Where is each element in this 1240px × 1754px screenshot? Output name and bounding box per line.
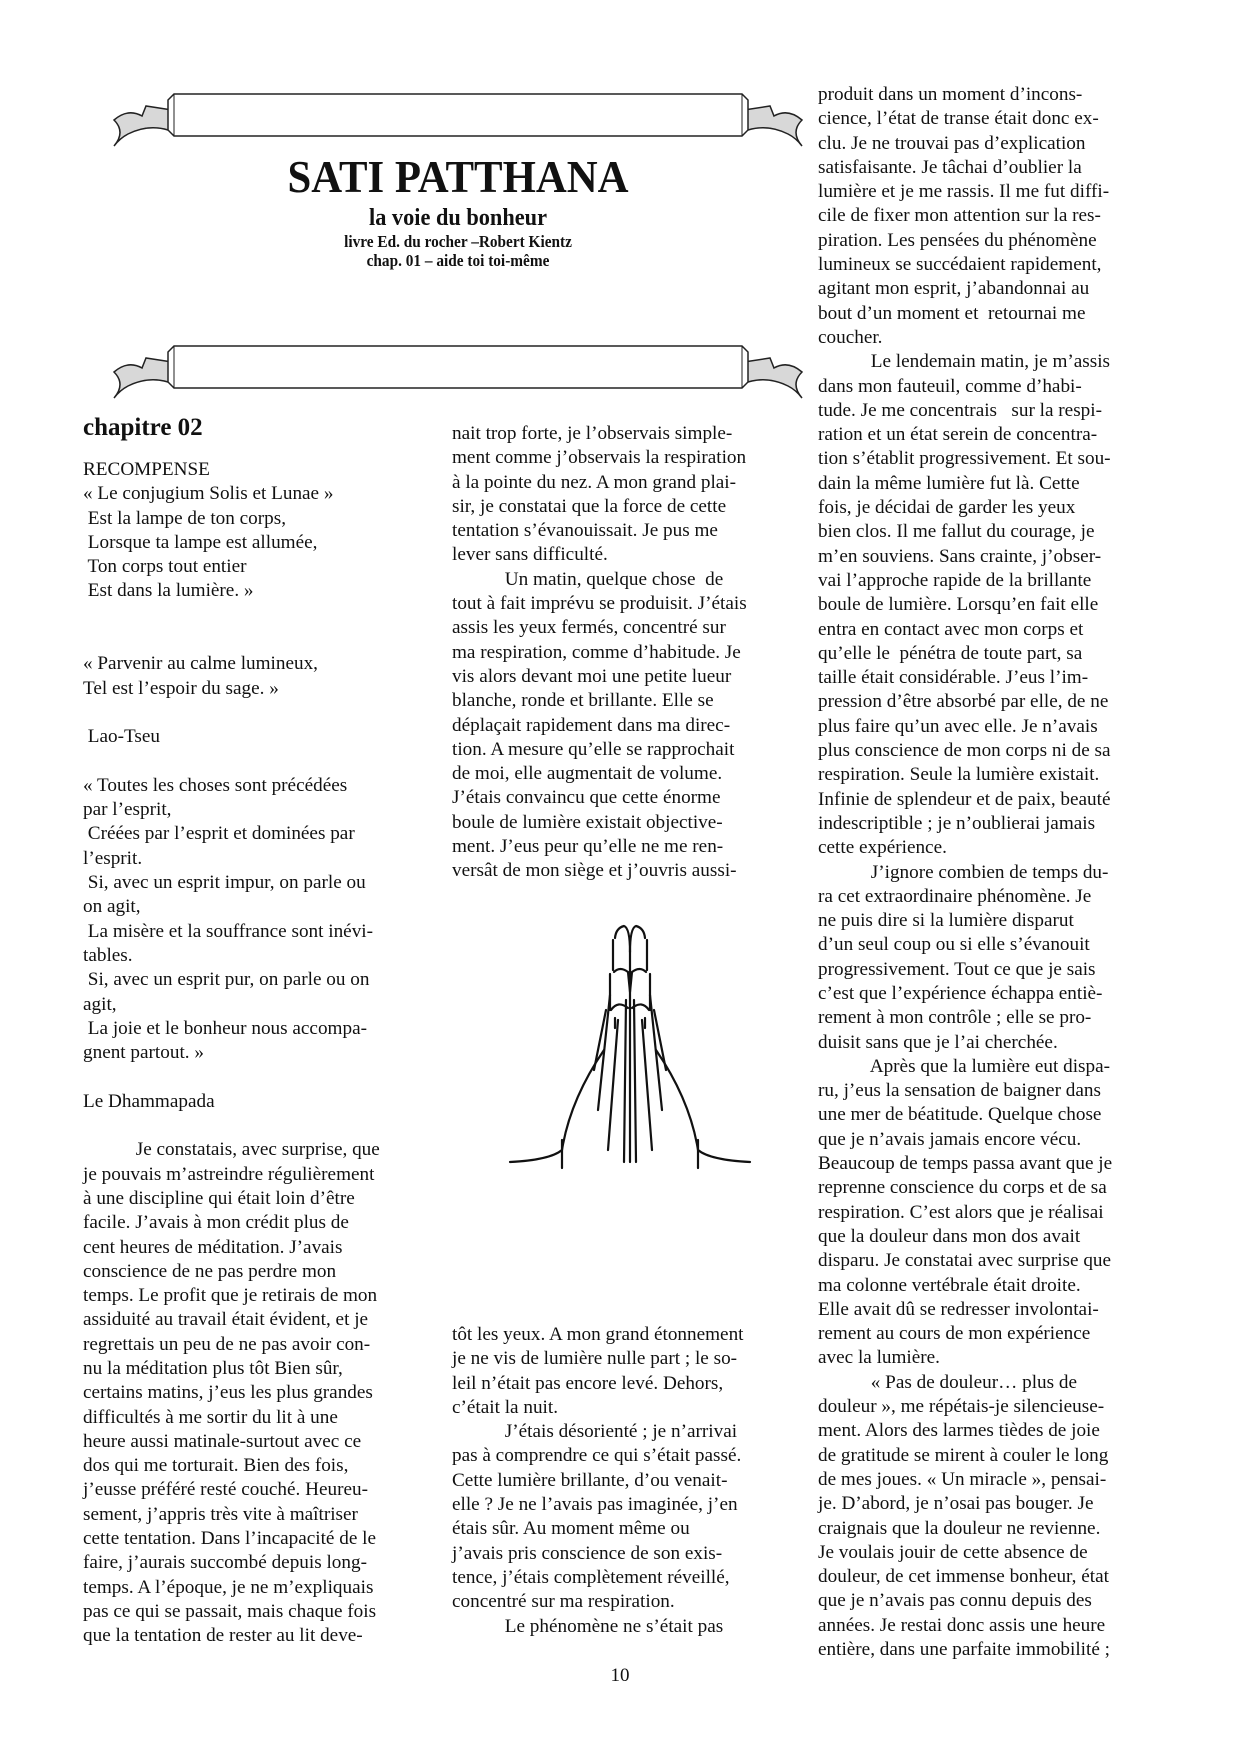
text-line: cent heures de méditation. J’avais — [83, 1236, 343, 1258]
text-line: cette tentation. Dans l’incapacité de le — [83, 1528, 377, 1550]
book-credit: livre Ed. du rocher –Robert Kientz — [344, 232, 572, 251]
text-line: pas à comprendre ce qui s’était passé. — [452, 1445, 742, 1467]
document-title: SATI PATTHANA — [287, 151, 629, 202]
text-line: taille était considérable. J’eus l’im- — [818, 667, 1089, 689]
text-line: plus conscience de mon corps ni de sa — [818, 740, 1111, 762]
text-line — [83, 1065, 438, 1089]
title-block — [108, 150, 808, 270]
text-line: j’avais pris conscience de son exis- — [452, 1542, 723, 1564]
text-line: regrettais un peu de ne pas avoir con- — [83, 1333, 371, 1355]
text-line: Infinie de splendeur et de paix, beauté — [818, 788, 1111, 810]
text-line: c’était la nuit. — [452, 1396, 559, 1418]
text-line: Lorsque ta lampe est allumée, — [83, 531, 318, 553]
text-line: reprenne conscience du corps et de sa — [818, 1177, 1107, 1199]
text-line: d’un seul coup ou si elle s’évanouit — [818, 934, 1090, 956]
text-line: duisit sans que je l’ai cherchée. — [818, 1031, 1058, 1053]
text-line: je ne vis de lumière nulle part ; le so- — [452, 1348, 738, 1370]
text-line: Lao-Tseu — [83, 726, 160, 748]
scroll-banner-bottom — [108, 340, 808, 402]
text-line: on agit, — [83, 896, 141, 918]
text-line: tion s’établit progressivement. Et sou- — [818, 448, 1111, 470]
text-line: lumière et je me rassis. Il me fut diffi- — [818, 181, 1110, 203]
text-line: agit, — [83, 993, 117, 1015]
text-line: par l’esprit, — [83, 799, 172, 821]
text-line: que je n’avais jamais encore vécu. — [818, 1128, 1082, 1150]
text-line: années. Je restai donc assis une heure — [818, 1614, 1106, 1636]
text-line: l’esprit. — [83, 847, 143, 869]
text-line: rement au cours de mon expérience — [818, 1323, 1091, 1345]
text-line: que la douleur dans mon dos avait — [818, 1225, 1081, 1247]
text-line: J’étais désorienté ; je n’arrivai — [452, 1421, 738, 1443]
text-line: Si, avec un esprit pur, on parle ou on — [83, 969, 370, 991]
text-line: « Le conjugium Solis et Lunae » — [83, 483, 334, 505]
text-line: ration et un état serein de concentra- — [818, 424, 1098, 446]
praying-hands-figure — [470, 900, 790, 1180]
text-line: de gratitude se mirent à couler le long — [818, 1444, 1109, 1466]
text-line: que je n’avais pas connu depuis des — [818, 1590, 1092, 1612]
text-line: concentré sur ma respiration. — [452, 1591, 675, 1613]
text-line: de moi, elle augmentait de volume. — [452, 763, 723, 785]
text-line: Elle avait dû se redresser involontai- — [818, 1298, 1099, 1320]
text-line: tout à fait imprévu se produisit. J’étais — [452, 593, 747, 615]
text-line: vis alors devant moi une petite lueur — [452, 665, 732, 687]
text-line: blanche, ronde et brillante. Elle se — [452, 690, 714, 712]
text-line: assis les yeux fermés, concentré sur — [452, 617, 726, 639]
text-line: une mer de béatitude. Quelque chose — [818, 1104, 1102, 1126]
text-line: c’est que l’expérience échappa entiè- — [818, 982, 1103, 1004]
text-line: produit dans un moment d’incons- — [818, 84, 1083, 105]
text-line: fois, je décidai de garder les yeux — [818, 497, 1076, 519]
text-line: elle ? Je ne l’avais pas imaginée, j’en — [452, 1494, 738, 1516]
text-line: Est la lampe de ton corps, — [83, 507, 287, 529]
text-line: agitant mon esprit, j’abandonnai au — [818, 278, 1090, 300]
text-line: lever sans difficulté. — [452, 544, 608, 566]
text-line: vai l’approche rapide de la brillante — [818, 569, 1092, 591]
document-subtitle: la voie du bonheur — [368, 205, 547, 231]
column-1-body — [83, 458, 438, 1649]
text-column-1 — [83, 410, 438, 1649]
ribbon-banner-icon — [108, 88, 808, 150]
text-line — [83, 604, 438, 628]
text-line: respiration. Seule la lumière existait. — [818, 764, 1100, 786]
text-line: ma respiration, comme d’habitude. Je — [452, 641, 741, 663]
text-line: tentation s’évanouissait. Je pus me — [452, 520, 718, 542]
text-line: craignais que la douleur ne revienne. — [818, 1517, 1101, 1539]
text-line: ment. J’eus peur qu’elle ne me ren- — [452, 836, 724, 858]
text-line — [83, 701, 438, 725]
text-column-3 — [818, 83, 1176, 1662]
text-line: déplaçait rapidement dans ma direc- — [452, 714, 731, 736]
text-line: facile. J’avais à mon crédit plus de — [83, 1212, 349, 1234]
text-line: sir, je constatai que la force de cette — [452, 495, 727, 517]
text-line: dain la même lumière fut là. Cette — [818, 472, 1080, 494]
text-line: ru, j’eus la sensation de baigner dans — [818, 1080, 1101, 1102]
text-line: difficultés à me sortir du lit à une — [83, 1406, 338, 1428]
text-line: leil n’était pas encore levé. Dehors, — [452, 1372, 724, 1394]
text-line: coucher. — [818, 326, 883, 348]
text-line: Cette lumière brillante, d’ou venait- — [452, 1469, 728, 1491]
text-line: Je voulais jouir de cette absence de — [818, 1541, 1088, 1563]
text-column-2-top — [452, 422, 807, 884]
column-3-body — [818, 83, 1176, 1662]
text-line: ment comme j’observais la respiration — [452, 447, 747, 469]
text-line: Ton corps tout entier — [83, 556, 247, 578]
ribbon-banner-icon — [108, 340, 808, 402]
text-line: gnent partout. » — [83, 1042, 204, 1064]
praying-hands-icon — [470, 900, 790, 1180]
text-line: Après que la lumière eut dispa- — [818, 1055, 1110, 1077]
text-line: temps. Le profit que je retirais de mon — [83, 1285, 378, 1307]
text-line: clu. Je ne trouvai pas d’explication — [818, 132, 1086, 154]
chapter-heading: chapitre 02 — [83, 414, 203, 441]
text-line: cette expérience. — [818, 837, 947, 859]
text-line: boule de lumière existait objective- — [452, 811, 723, 833]
text-line: Le Dhammapada — [83, 1090, 215, 1112]
text-line: douleur », me répétais-je silencieuse- — [818, 1396, 1105, 1418]
text-line — [83, 628, 438, 652]
text-line: pas ce qui se passait, mais chaque fois — [83, 1600, 377, 1622]
text-line: je. D’abord, je n’osai pas bouger. Je — [818, 1493, 1094, 1515]
text-line: RECOMPENSE — [83, 459, 210, 480]
text-line — [83, 750, 438, 774]
text-line: Le lendemain matin, je m’assis — [818, 351, 1111, 373]
text-line: Je constatais, avec surprise, que — [83, 1139, 380, 1161]
text-column-2-bottom — [452, 1323, 807, 1639]
text-line: sement, j’appris très vite à maîtriser — [83, 1503, 358, 1525]
text-line: entière, dans une parfaite immobilité ; — [818, 1639, 1110, 1660]
text-line: de mes joues. « Un miracle », pensai- — [818, 1468, 1107, 1490]
column-2-top-body — [452, 422, 807, 884]
text-line: à une discipline qui était loin d’être — [83, 1187, 355, 1209]
text-line: avec la lumière. — [818, 1347, 940, 1369]
text-line: étais sûr. Au moment même ou — [452, 1518, 690, 1540]
text-line: m’en souviens. Sans crainte, j’obser- — [818, 545, 1102, 567]
text-line: disparu. Je constatai avec surprise que — [818, 1250, 1112, 1272]
text-line: je pouvais m’astreindre régulièrement — [83, 1163, 375, 1185]
text-line: pression d’être absorbé par elle, de ne — [818, 691, 1109, 713]
text-line: ra cet extraordinaire phénomène. Je — [818, 885, 1092, 907]
text-line: plus faire qu’un avec elle. Je n’avais — [818, 715, 1098, 737]
text-line: « Parvenir au calme lumineux, — [83, 653, 318, 675]
text-line: La joie et le bonheur nous accompa- — [83, 1017, 367, 1039]
text-line: Si, avec un esprit impur, on parle ou — [83, 872, 366, 894]
text-line: « Toutes les choses sont précédées — [83, 774, 348, 796]
text-line: dans mon fauteuil, comme d’habi- — [818, 375, 1082, 397]
text-line: versât de mon siège et j’ouvris aussi- — [452, 860, 737, 882]
text-line: Le phénomène ne s’était pas — [452, 1615, 724, 1637]
text-line: nait trop forte, je l’observais simple- — [452, 423, 733, 444]
text-line: bien clos. Il me fallut du courage, je — [818, 521, 1095, 543]
text-line: ment. Alors des larmes tièdes de joie — [818, 1420, 1100, 1442]
text-line: Un matin, quelque chose de — [452, 568, 724, 590]
column-2-bottom-body — [452, 1323, 807, 1639]
text-line: indescriptible ; je n’oublierai jamais — [818, 812, 1096, 834]
text-line: cience, l’état de transe était donc ex- — [818, 108, 1099, 130]
text-line: tion. A mesure qu’elle se rapprochait — [452, 738, 735, 760]
text-line: boule de lumière. Lorsqu’en fait elle — [818, 594, 1099, 616]
text-line: ne puis dire si la lumière disparut — [818, 910, 1074, 932]
text-line — [83, 1114, 438, 1138]
page-number: 10 — [610, 1665, 630, 1686]
text-line: Tel est l’espoir du sage. » — [83, 677, 279, 699]
text-line: ma colonne vertébrale était droite. — [818, 1274, 1081, 1296]
text-line: j’eusse préféré resté couché. Heureu- — [83, 1479, 368, 1501]
text-line: Beaucoup de temps passa avant que je — [818, 1153, 1113, 1175]
text-line: qu’elle le pénétra de toute part, sa — [818, 642, 1083, 664]
text-line: que la tentation de rester au lit deve- — [83, 1625, 363, 1647]
text-line: lumineux se succédaient rapidement, — [818, 254, 1102, 276]
text-line: J’étais convaincu que cette énorme — [452, 787, 721, 809]
text-line: tence, j’étais complètement réveillé, — [452, 1566, 730, 1588]
text-line: progressivement. Tout ce que je sais — [818, 958, 1096, 980]
chapter-reference: chap. 01 – aide toi toi-même — [366, 251, 550, 270]
text-line: Créées par l’esprit et dominées par — [83, 823, 355, 845]
text-line: satisfaisante. Je tâchai d’oublier la — [818, 156, 1082, 178]
text-line: Est dans la lumière. » — [83, 580, 254, 602]
text-line: « Pas de douleur… plus de — [818, 1371, 1078, 1393]
text-line: tôt les yeux. A mon grand étonnement — [452, 1324, 744, 1345]
text-line: tude. Je me concentrais sur la respi- — [818, 399, 1102, 421]
text-line: heure aussi matinale-surtout avec ce — [83, 1430, 362, 1452]
scroll-banner-top — [108, 88, 808, 150]
text-line: faire, j’aurais succombé depuis long- — [83, 1552, 367, 1574]
text-line: conscience de ne pas perdre mon — [83, 1260, 337, 1282]
text-line: à la pointe du nez. A mon grand plai- — [452, 471, 737, 493]
text-line: rement à mon contrôle ; elle se pro- — [818, 1007, 1092, 1029]
text-line: cile de fixer mon attention sur la res- — [818, 205, 1101, 227]
text-line: respiration. C’est alors que je réalisai — [818, 1201, 1104, 1223]
text-line: douleur, de cet immense bonheur, état — [818, 1566, 1109, 1588]
text-line: assiduité au travail était évident, et je — [83, 1309, 369, 1331]
text-line: J’ignore combien de temps du- — [818, 861, 1109, 883]
text-line: dos qui me torturait. Bien des fois, — [83, 1455, 349, 1477]
text-line: La misère et la souffrance sont inévi- — [83, 920, 374, 942]
text-line: nu la méditation plus tôt Bien sûr, — [83, 1357, 343, 1379]
text-line: entra en contact avec mon corps et — [818, 618, 1084, 640]
text-line: tables. — [83, 944, 133, 966]
text-line: bout d’un moment et retournai me — [818, 302, 1086, 324]
text-line: piration. Les pensées du phénomène — [818, 229, 1097, 251]
text-line: temps. A l’époque, je ne m’expliquais — [83, 1576, 374, 1598]
text-line: certains matins, j’eus les plus grandes — [83, 1382, 373, 1404]
